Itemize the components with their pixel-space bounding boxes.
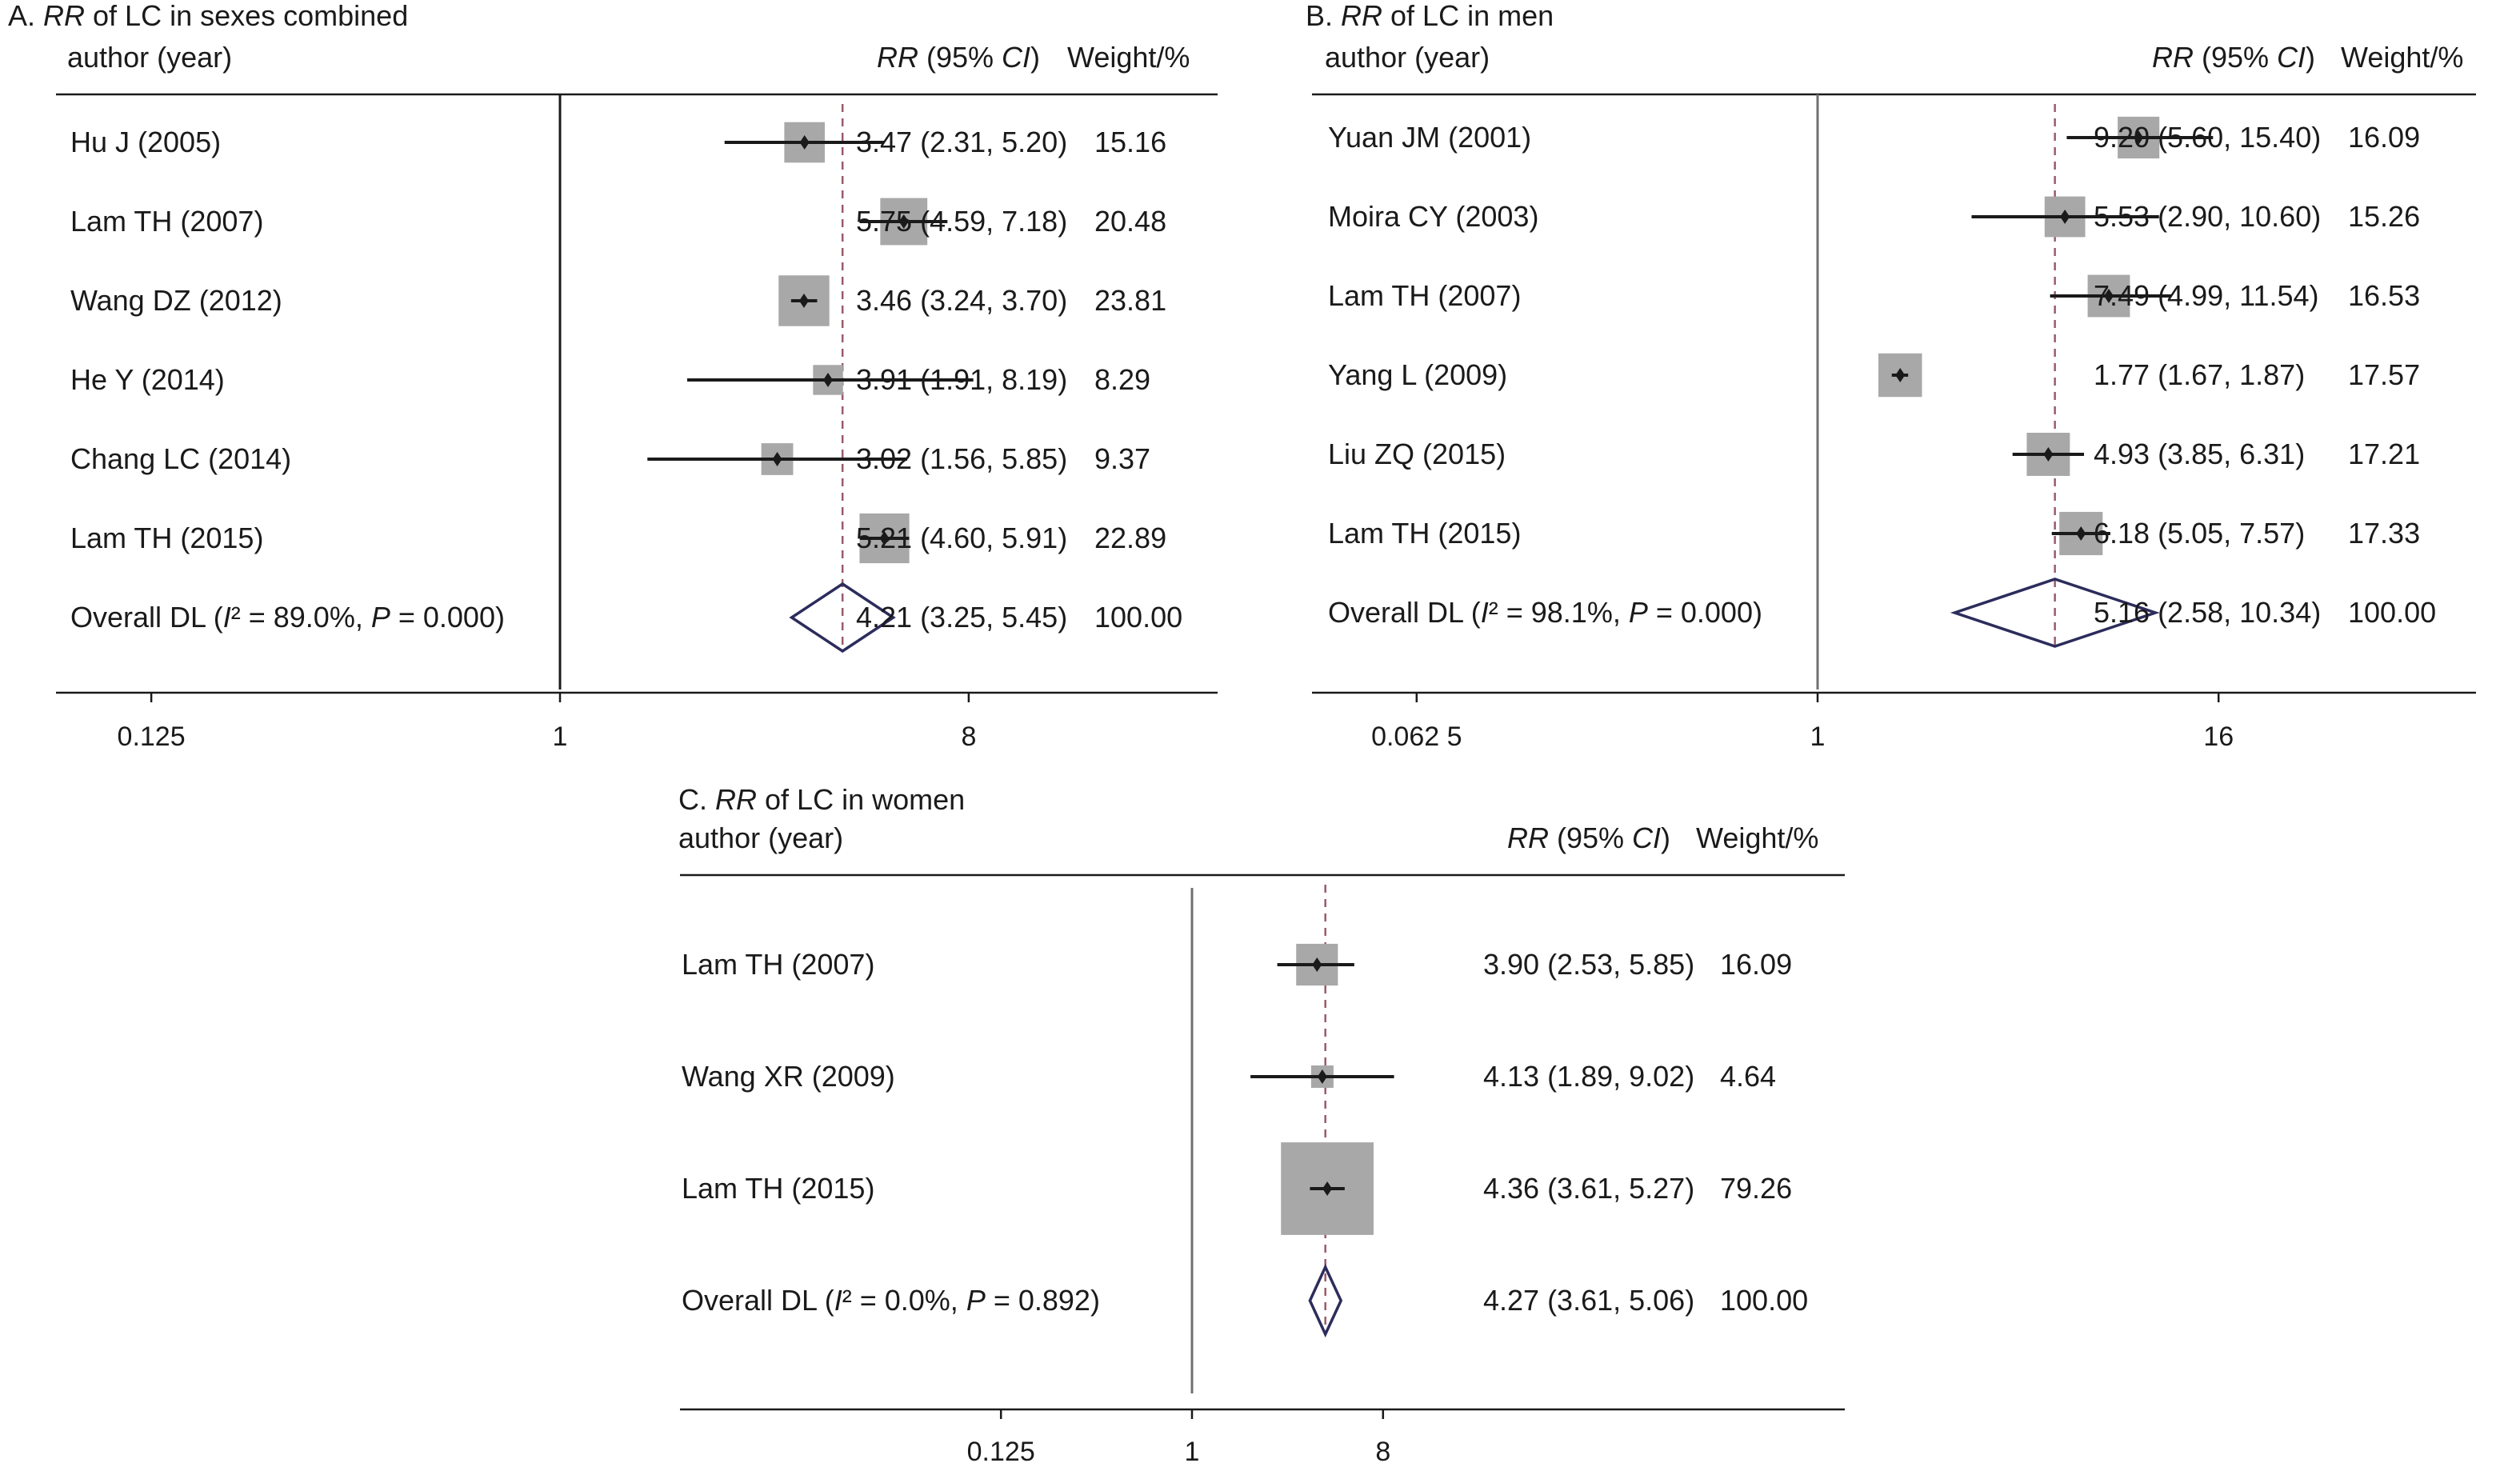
- overall-label-mid: ² = 89.0%,: [230, 601, 371, 634]
- panel-title-rest: of LC in women: [757, 783, 966, 816]
- overall-label-p: P: [966, 1284, 986, 1317]
- overall-label-i: I: [222, 601, 231, 634]
- x-tick-label: 1: [1810, 722, 1826, 752]
- forest-panel-b: [1306, 0, 2476, 752]
- overall-weight: 100.00: [1094, 601, 1183, 634]
- study-label: Wang XR (2009): [682, 1060, 895, 1093]
- study-rr-ci: 3.47 (2.31, 5.20): [856, 126, 1068, 158]
- study-rr-ci: 3.90 (2.53, 5.85): [1483, 948, 1695, 981]
- overall-rr-ci: 5.16 (2.58, 10.34): [2094, 596, 2322, 629]
- column-header-rr-end: ): [2306, 41, 2315, 74]
- study-weight: 8.29: [1094, 363, 1151, 396]
- study-weight: 16.09: [2348, 121, 2421, 154]
- overall-label-pre: Overall DL (: [1328, 596, 1481, 629]
- x-tick-label: 0.125: [966, 1437, 1035, 1467]
- study-label: Lam TH (2007): [682, 948, 875, 981]
- study-label: Chang LC (2014): [70, 442, 292, 475]
- panel-title-prefix: B.: [1306, 0, 1342, 32]
- study-rr-ci: 4.36 (3.61, 5.27): [1483, 1172, 1695, 1205]
- study-rr-ci: 5.21 (4.60, 5.91): [856, 522, 1068, 554]
- column-header-rr-ci: CI: [1632, 821, 1661, 854]
- study-weight: 4.64: [1720, 1060, 1777, 1093]
- study-weight: 17.21: [2348, 438, 2421, 470]
- overall-label: [70, 601, 505, 634]
- column-header-rr-end: ): [1661, 821, 1670, 854]
- x-tick-label: 8: [1375, 1437, 1391, 1467]
- overall-label-end: = 0.000): [1647, 596, 1762, 629]
- study-weight: 16.09: [1720, 948, 1793, 981]
- panel-title-italic: RR: [1341, 0, 1383, 32]
- x-tick-label: 1: [1184, 1437, 1200, 1467]
- overall-weight: 100.00: [2348, 596, 2437, 629]
- column-header-rr-mid: (95%: [918, 41, 1002, 74]
- study-weight: 9.37: [1094, 442, 1151, 475]
- overall-label: [1328, 596, 1762, 629]
- study-label: Moira CY (2003): [1328, 200, 1539, 233]
- x-tick-label: 8: [961, 722, 977, 752]
- overall-rr-ci: 4.27 (3.61, 5.06): [1483, 1284, 1695, 1317]
- study-label: Wang DZ (2012): [70, 284, 282, 317]
- column-header-rr-ci: CI: [1002, 41, 1030, 74]
- x-tick-label: 1: [552, 722, 568, 752]
- study-rr-ci: 9.20 (5.60, 15.40): [2094, 121, 2322, 154]
- study-rr-ci: 4.93 (3.85, 6.31): [2094, 438, 2306, 470]
- study-label: Lam TH (2015): [682, 1172, 875, 1205]
- column-header-weight: Weight/%: [1696, 821, 1819, 854]
- panel-title-prefix: C.: [678, 783, 716, 816]
- column-header-weight: Weight/%: [2341, 41, 2464, 74]
- study-label: Liu ZQ (2015): [1328, 438, 1506, 470]
- overall-label: [682, 1284, 1100, 1317]
- panel-title: [8, 0, 408, 32]
- column-header-rr-mid: (95%: [1548, 821, 1632, 854]
- study-label: Lam TH (2015): [70, 522, 264, 554]
- column-header-study: author (year): [1325, 41, 1490, 74]
- study-weight: 15.26: [2348, 200, 2421, 233]
- overall-label-mid: ² = 98.1%,: [1488, 596, 1629, 629]
- panel-title-italic: RR: [43, 0, 86, 32]
- x-tick-label: 16: [2203, 722, 2234, 752]
- study-weight: 79.26: [1720, 1172, 1793, 1205]
- overall-label-end: = 0.000): [390, 601, 505, 634]
- overall-rr-ci: 4.21 (3.25, 5.45): [856, 601, 1068, 634]
- study-label: Hu J (2005): [70, 126, 222, 158]
- study-rr-ci: 5.53 (2.90, 10.60): [2094, 200, 2322, 233]
- study-weight: 17.33: [2348, 517, 2421, 550]
- overall-label-i: I: [1480, 596, 1489, 629]
- column-header-study: author (year): [67, 41, 233, 74]
- study-rr-ci: 3.91 (1.91, 8.19): [856, 363, 1068, 396]
- panel-title: [1306, 0, 1554, 32]
- panel-title-italic: RR: [715, 783, 758, 816]
- study-rr-ci: 3.46 (3.24, 3.70): [856, 284, 1068, 317]
- column-header-study: author (year): [678, 821, 844, 854]
- overall-label-p: P: [1628, 596, 1648, 629]
- column-header-rr-mid: (95%: [2193, 41, 2277, 74]
- study-rr-ci: 4.13 (1.89, 9.02): [1483, 1060, 1695, 1093]
- study-label: Yuan JM (2001): [1328, 121, 1532, 154]
- overall-weight: 100.00: [1720, 1284, 1809, 1317]
- overall-label-i: I: [834, 1284, 842, 1317]
- column-header-rr-italic: RR: [876, 41, 918, 74]
- study-label: He Y (2014): [70, 363, 225, 396]
- x-tick-label: 0.062 5: [1371, 722, 1462, 752]
- overall-label-mid: ² = 0.0%,: [842, 1284, 966, 1317]
- study-rr-ci: 7.49 (4.99, 11.54): [2094, 279, 2319, 312]
- study-rr-ci: 1.77 (1.67, 1.87): [2094, 358, 2306, 391]
- study-rr-ci: 3.02 (1.56, 5.85): [856, 442, 1068, 475]
- study-weight: 17.57: [2348, 358, 2421, 391]
- column-header-rr: [1507, 821, 1670, 854]
- column-header-rr: [2152, 41, 2315, 74]
- panel-title-rest: of LC in men: [1382, 0, 1554, 32]
- column-header-rr-italic: RR: [2151, 41, 2194, 74]
- panel-title-prefix: A.: [8, 0, 44, 32]
- panel-title: [678, 783, 965, 816]
- study-label: Lam TH (2015): [1328, 517, 1522, 550]
- column-header-weight: Weight/%: [1067, 41, 1190, 74]
- forest-panel-a: [8, 0, 1218, 752]
- study-weight: 20.48: [1094, 205, 1167, 238]
- study-label: Lam TH (2007): [70, 205, 264, 238]
- overall-label-pre: Overall DL (: [70, 601, 223, 634]
- study-weight: 22.89: [1094, 522, 1167, 554]
- column-header-rr-ci: CI: [2277, 41, 2306, 74]
- x-tick-label: 0.125: [117, 722, 186, 752]
- study-label: Lam TH (2007): [1328, 279, 1522, 312]
- study-label: Yang L (2009): [1328, 358, 1508, 391]
- column-header-rr-end: ): [1030, 41, 1040, 74]
- overall-label-end: = 0.892): [985, 1284, 1100, 1317]
- study-weight: 23.81: [1094, 284, 1167, 317]
- forest-panel-c: [678, 783, 1845, 1467]
- study-rr-ci: 6.18 (5.05, 7.57): [2094, 517, 2306, 550]
- panel-title-rest: of LC in sexes combined: [85, 0, 409, 32]
- column-header-rr: [877, 41, 1040, 74]
- study-rr-ci: 5.75 (4.59, 7.18): [856, 205, 1068, 238]
- overall-label-pre: Overall DL (: [682, 1284, 834, 1317]
- overall-label-p: P: [370, 601, 390, 634]
- column-header-rr-italic: RR: [1506, 821, 1549, 854]
- study-weight: 16.53: [2348, 279, 2421, 312]
- study-weight: 15.16: [1094, 126, 1167, 158]
